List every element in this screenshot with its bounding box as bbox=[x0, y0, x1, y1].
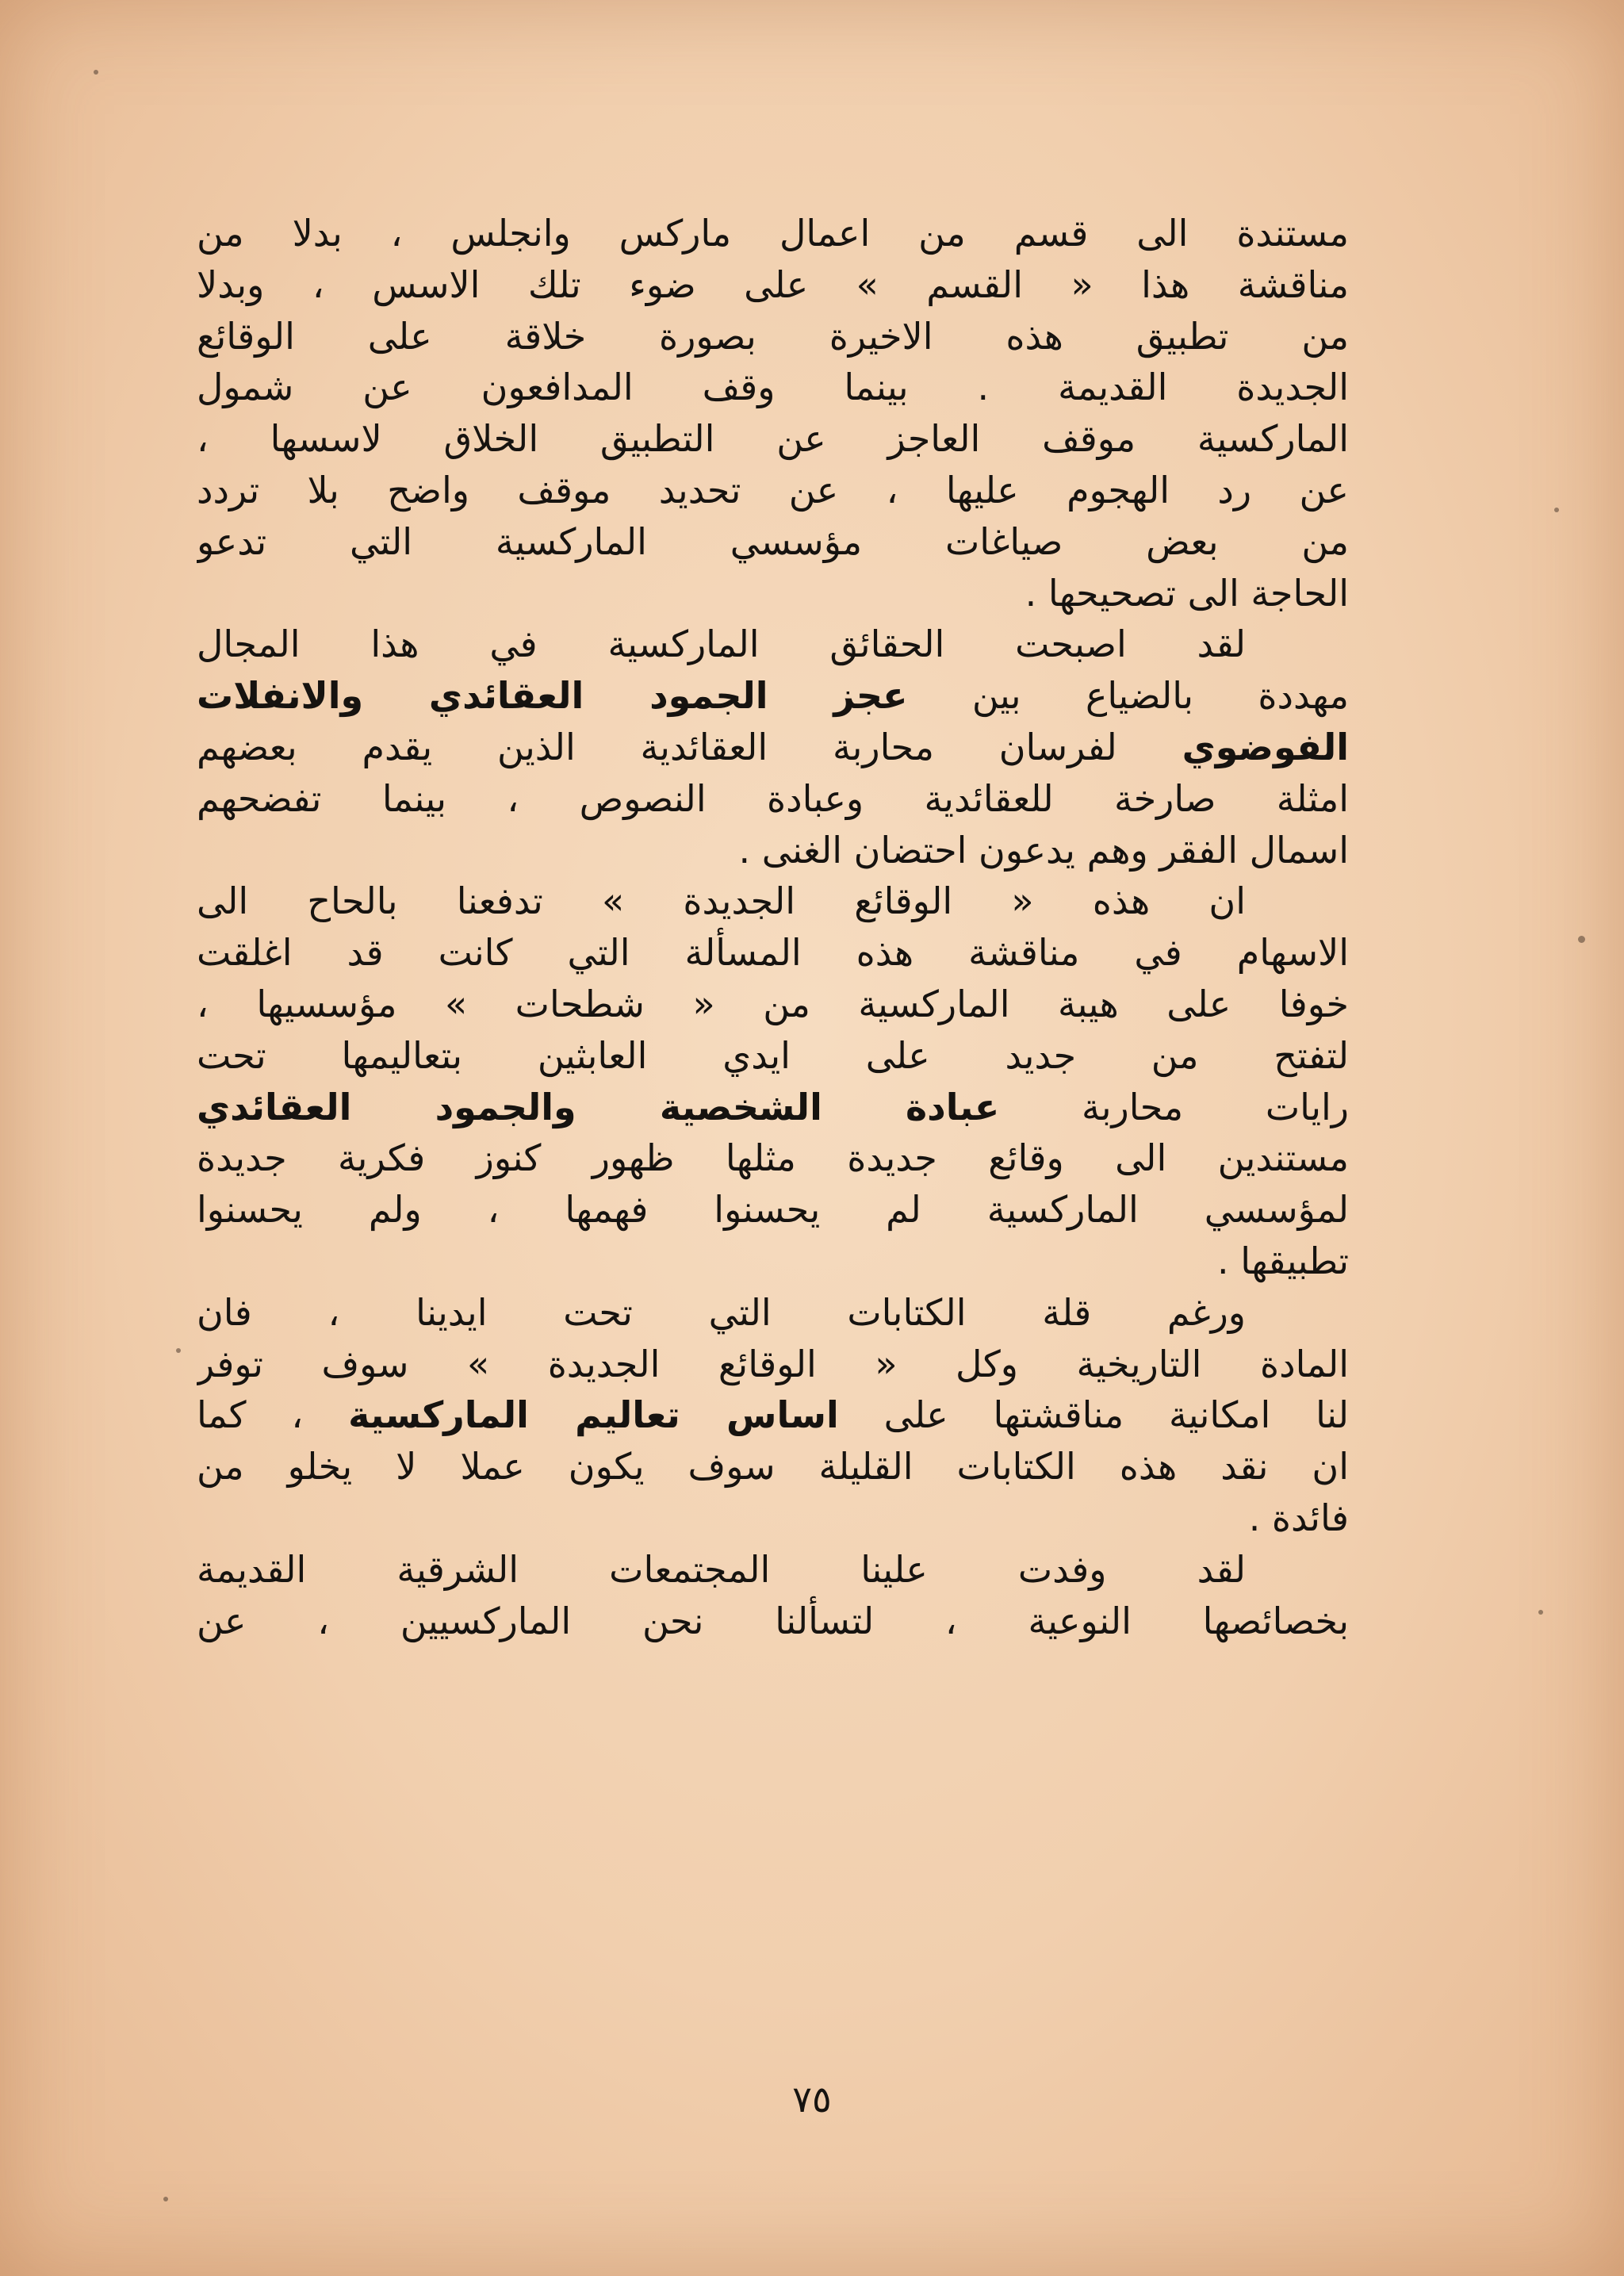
text-segment: لنا امكانية مناقشتها على bbox=[838, 1393, 1349, 1437]
paper-speck bbox=[1538, 1610, 1543, 1615]
body-text bbox=[197, 208, 1349, 1646]
paragraph-start-line: لقد اصبحت الحقائق الماركسية في هذا المجال bbox=[197, 623, 1246, 666]
text-line: الماركسية موقف العاجز عن التطبيق الخلاق لاسسها ، bbox=[197, 417, 1349, 461]
paragraph-start-line: ان هذه « الوقائع الجديدة » تدفعنا بالحاح الى bbox=[197, 879, 1246, 923]
text-line: المادة التاريخية وكل « الوقائع الجديدة » سوف توفر bbox=[197, 1342, 1349, 1385]
text-line: عن رد الهجوم عليها ، عن تحديد موقف واضح بلا تردد bbox=[197, 468, 1349, 512]
text-segment: رايات محاربة bbox=[999, 1085, 1349, 1128]
text-line: لتفتح من جديد على ايدي العابثين بتعاليمها تحت bbox=[197, 1033, 1349, 1077]
text-line: تطبيقها . bbox=[1216, 1239, 1349, 1282]
text-line: مستندة الى قسم من اعمال ماركس وانجلس ، بدلا من bbox=[197, 212, 1349, 255]
text-line: الحاجة الى تصحيحها . bbox=[1025, 571, 1349, 615]
text-line: من بعض صياغات مؤسسي الماركسية التي تدعو bbox=[197, 519, 1349, 563]
paper-speck bbox=[176, 1348, 181, 1353]
paper-speck bbox=[94, 70, 98, 75]
paper-speck bbox=[1554, 508, 1559, 512]
paper-speck bbox=[1578, 936, 1585, 943]
text-line: امثلة صارخة للعقائدية وعبادة النصوص ، بينما تفضحهم bbox=[197, 776, 1349, 820]
text-line: فائدة . bbox=[1248, 1496, 1349, 1539]
text-line: من تطبيق هذه الاخيرة بصورة خلاقة على الوقائع bbox=[197, 314, 1349, 358]
bold-phrase: عبادة الشخصية والجمود العقائدي bbox=[197, 1085, 1000, 1128]
text-line: خوفا على هيبة الماركسية من « شطحات » مؤسسيها ، bbox=[197, 982, 1349, 1025]
text-line: مناقشة هذا « القسم » على ضوء تلك الاسس ، وبدلا bbox=[197, 262, 1349, 306]
text-line: مستندين الى وقائع جديدة مثلها ظهور كنوز فكرية جديدة bbox=[197, 1136, 1349, 1180]
text-line: بخصائصها النوعية ، لتسألنا نحن الماركسيين ، عن bbox=[197, 1599, 1349, 1642]
bold-phrase: عجز الجمود العقائدي والانفلات bbox=[197, 674, 908, 718]
text-segment: ، كما bbox=[197, 1393, 349, 1437]
text-segment: مهددة بالضياع بين bbox=[907, 674, 1349, 718]
text-line: الجديدة القديمة . بينما وقف المدافعون عن شمول bbox=[197, 366, 1349, 409]
text-line: لمؤسسي الماركسية لم يحسنوا فهمها ، ولم يحسنوا bbox=[197, 1188, 1349, 1232]
text-line bbox=[197, 722, 1349, 773]
text-line bbox=[197, 1082, 1349, 1133]
bold-phrase: الفوضوي bbox=[1182, 725, 1349, 768]
paragraph-start-line: ورغم قلة الكتابات التي تحت ايدينا ، فان bbox=[197, 1290, 1246, 1334]
text-line: ان نقد هذه الكتابات القليلة سوف يكون عملا لا يخلو من bbox=[197, 1445, 1349, 1489]
text-line bbox=[197, 670, 1349, 722]
paper-speck bbox=[163, 2197, 168, 2201]
paragraph-start-line: لقد وفدت علينا المجتمعات الشرقية القديمة bbox=[197, 1547, 1246, 1591]
page-number: ٧٥ bbox=[792, 2078, 832, 2121]
text-segment: لفرسان محاربة العقائدية الذين يقدم بعضهم bbox=[197, 725, 1182, 768]
bold-phrase: اساس تعاليم الماركسية bbox=[348, 1393, 839, 1437]
text-line bbox=[197, 1389, 1349, 1441]
text-line: الاسهام في مناقشة هذه المسألة التي كانت قد اغلقت bbox=[197, 931, 1349, 975]
text-line: اسمال الفقر وهم يدعون احتضان الغنى . bbox=[738, 828, 1349, 872]
